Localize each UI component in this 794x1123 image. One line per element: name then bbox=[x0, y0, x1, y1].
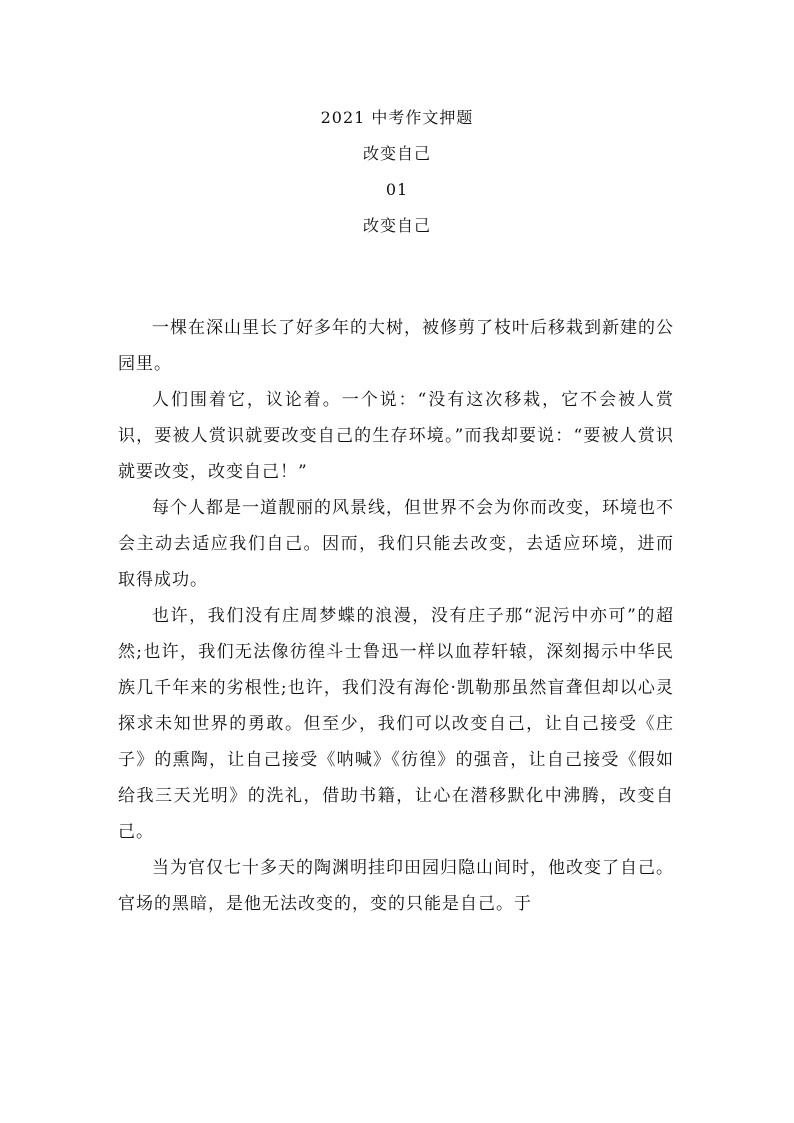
paragraph-4: 也许，我们没有庄周梦蝶的浪漫，没有庄子那“泥污中亦可”的超然;也许，我们无法像彷徨斗士鲁迅一样以血荐轩辕，深刻揭示中华民族几千年来的劣根性;也许，我们没有海伦·凯勒那虽然盲聋但却以心灵探求未知世界的勇敢。但至少，我们可以改变自己，让自己接受《庄子》的熏陶，让自己接受《呐喊》《彷徨》的强音，让自己接受《假如给我三天光明》的洗礼，借助书籍，让心在潜移默化中沸腾，改变自己。 bbox=[118, 606, 674, 842]
document-subtitle: 改变自己 bbox=[362, 144, 431, 163]
essay-body bbox=[118, 310, 674, 922]
paragraph-3: 每个人都是一道靓丽的风景线，但世界不会为你而改变，环境也不会主动去适应我们自己。因而，我们只能去改变，去适应环境，进而取得成功。 bbox=[118, 498, 674, 590]
document-title: 2021 中考作文押题 bbox=[320, 108, 474, 127]
paragraph-1: 一棵在深山里长了好多年的大树，被修剪了枝叶后移栽到新建的公园里。 bbox=[118, 318, 674, 374]
section-number: 01 bbox=[385, 180, 409, 199]
heading-block bbox=[0, 100, 794, 244]
paragraph-5: 当为官仅七十多天的陶渊明挂印田园归隐山间时，他改变了自己。官场的黑暗，是他无法改变的，变的只能是自己。于 bbox=[118, 858, 674, 914]
paragraph-2: 人们围着它，议论着。一个说：“没有这次移栽，它不会被人赏识，要被人赏识就要改变自己的生存环境。”而我却要说：“要被人赏识就要改变，改变自己！” bbox=[118, 390, 674, 482]
section-title: 改变自己 bbox=[362, 216, 431, 235]
